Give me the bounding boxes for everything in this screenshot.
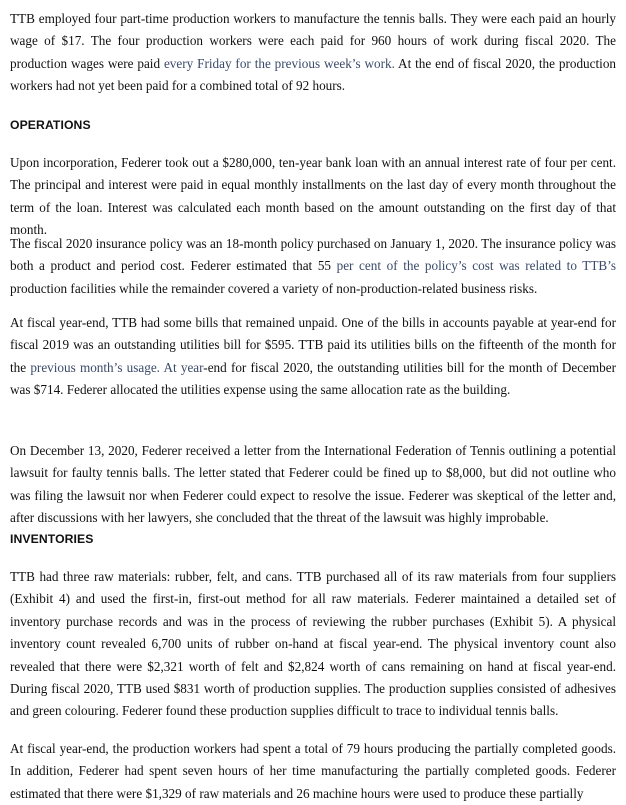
- paragraph-lawsuit: On December 13, 2020, Federer received a letter from the International Federation of Tennis outlining a potential lawsuit for faulty tennis balls. The letter stated that Federer could be fined up to $8,000, but did not outline who was filing the lawsuit nor when Federer could expect to resolve the issue. Federer was skeptical of the letter and, after discussions with her lawyers, she concluded that the threat of the lawsuit was highly improbable.: [10, 443, 616, 526]
- section-heading-inventories: INVENTORIES: [10, 532, 94, 546]
- paragraph-text: TTB employed four part-time production workers to manufacture the tennis balls. They were each paid an hourly wage of $17. The four production workers were each paid for 960 hours of work during fiscal 2020. The production wages were paid: [10, 11, 616, 71]
- paragraph-text: The fiscal 2020 insurance policy was an 18-month policy purchased on January 1, 2020. The insurance policy was both a product and period cost. Federer estimated that 55: [10, 236, 616, 274]
- paragraph-text: At the end of fiscal 2020, the production workers had not yet been paid for a combined total of 92 hours.: [10, 55, 617, 94]
- paragraph-text: production facilities while the remainder covered a variety of non-production-related business risks.: [10, 280, 538, 296]
- paragraph-insurance: [10, 233, 616, 300]
- paragraph-utilities: [10, 312, 616, 402]
- paragraph-text: At fiscal year-end, TTB had some bills that remained unpaid. One of the bills in accounts payable at year-end for fiscal 2019 was an outstanding utilities bill for $595. TTB paid its utilities bills on the fifteenth of the month for the: [10, 315, 616, 375]
- paragraph-production-wages: [10, 8, 616, 98]
- paragraph-bank-loan: Upon incorporation, Federer took out a $280,000, ten-year bank loan with an annual interest rate of four per cent. The principal and interest were paid in equal monthly installments on the last day of every month throughout the term of the loan. Interest was calculated each month based on the amount outstanding on the first day of that month.: [10, 155, 616, 238]
- paragraph-text: -end for fiscal 2020, the outstanding utilities bill for the month of December was $714. Federer allocated the utilities expense using the same allocation rate as the building.: [10, 359, 616, 398]
- paragraph-text-highlight: previous month’s usage. At year: [30, 359, 204, 375]
- paragraph-text-highlight: per cent of the policy’s cost was related to TTB’s: [336, 258, 616, 274]
- paragraph-partial-goods: At fiscal year-end, the production workers had spent a total of 79 hours producing the partially completed goods. In addition, Federer had spent seven hours of her time manufacturing the partially completed goods. Federer estimated that there were $1,329 of raw materials and 26 machine hours were used to produce these partially: [10, 741, 616, 801]
- section-heading-operations: OPERATIONS: [10, 118, 91, 132]
- paragraph-raw-materials: TTB had three raw materials: rubber, felt, and cans. TTB purchased all of its raw materials from four suppliers (Exhibit 4) and used the first-in, first-out method for all raw materials. Federer maintained a detailed set of inventory purchase records and was in the process of reviewing the rubber purchases (Exhibit 5). A physical inventory count revealed 6,700 units of rubber on-hand at fiscal year-end. The physical inventory count also revealed that there were $2,321 worth of felt and $2,824 worth of cans remaining on hand at fiscal year-end. During fiscal 2020, TTB used $831 worth of production supplies. The production supplies consisted of adhesives and green colouring. Federer found these production supplies difficult to trace to individual tennis balls.: [10, 569, 616, 719]
- paragraph-text-highlight: every Friday for the previous week’s work.: [163, 55, 395, 71]
